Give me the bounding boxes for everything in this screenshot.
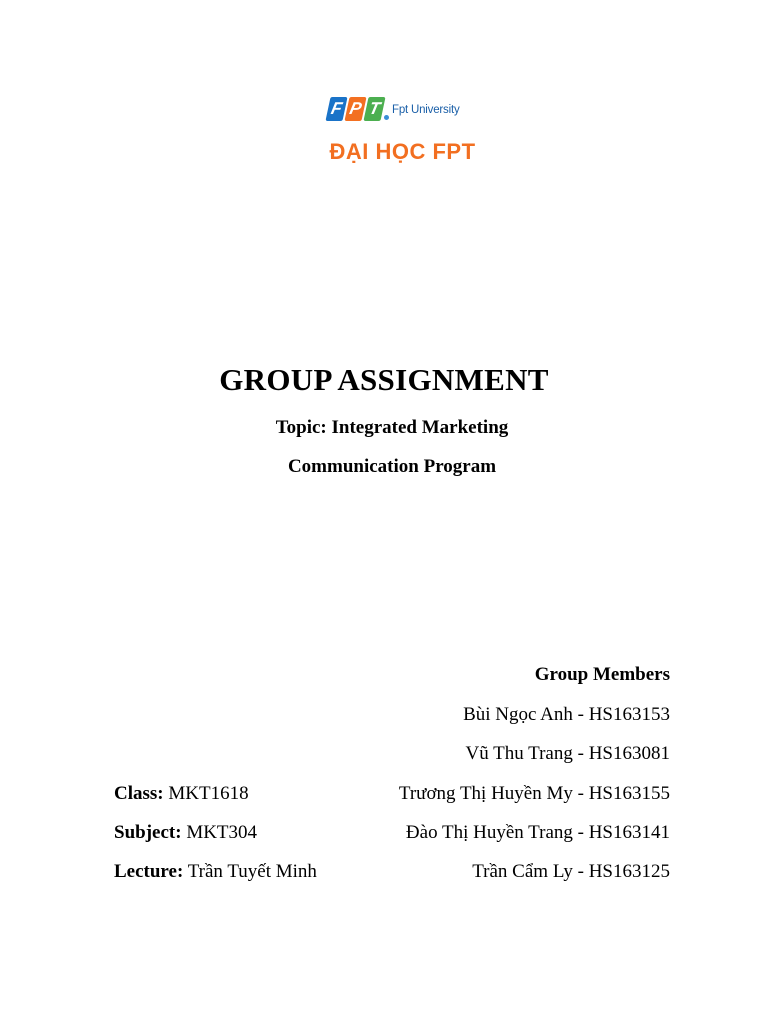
member-item: Vũ Thu Trang - HS163081 — [465, 743, 670, 764]
logo-letter-f: F — [325, 97, 347, 121]
class-label: Class: — [114, 783, 164, 804]
logo-vietnamese-name: ĐẠI HỌC FPT — [329, 139, 476, 164]
logo-dot — [384, 115, 389, 120]
logo-letter-p: P — [344, 97, 366, 121]
topic-line-1: Topic: Integrated Marketing — [275, 417, 509, 438]
logo-letter-t: T — [363, 97, 385, 121]
lecture-label: Lecture: — [114, 861, 184, 882]
logo-university-text: Fpt University — [392, 104, 460, 116]
subject-info — [114, 822, 257, 844]
member-item: Bùi Ngọc Anh - HS163153 — [463, 704, 670, 725]
class-value: MKT1618 — [168, 783, 249, 804]
topic-line-2: Communication Program — [287, 456, 497, 477]
fpt-university-logo — [328, 97, 478, 167]
class-info — [114, 783, 249, 805]
subject-label: Subject: — [114, 822, 182, 843]
lecture-info — [114, 861, 317, 883]
group-members-heading: Group Members — [534, 664, 670, 685]
fpt-logo-tiles — [328, 97, 383, 121]
member-item: Đào Thị Huyền Trang - HS163141 — [405, 822, 670, 843]
member-item: Trương Thị Huyền My - HS163155 — [398, 783, 670, 804]
member-item: Trần Cẩm Ly - HS163125 — [472, 861, 670, 882]
lecture-value: Trần Tuyết Minh — [187, 861, 317, 882]
subject-value: MKT304 — [186, 822, 258, 843]
document-title: GROUP ASSIGNMENT — [219, 362, 549, 397]
